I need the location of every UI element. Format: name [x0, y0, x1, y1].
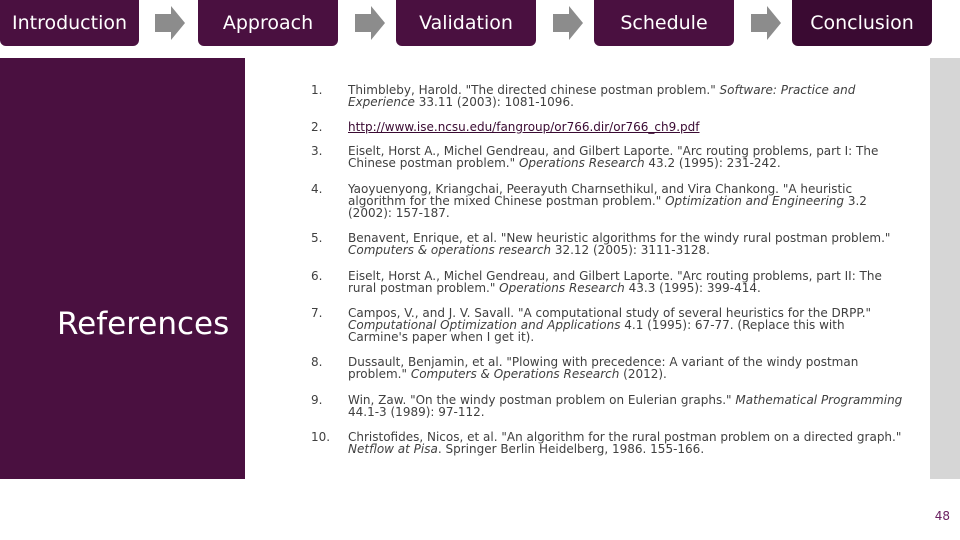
reference-segment: (2012).: [619, 367, 667, 381]
reference-text: [348, 270, 908, 294]
reference-text: [348, 394, 908, 418]
reference-number: 6.: [311, 269, 323, 283]
title-panel: [0, 58, 245, 479]
reference-link[interactable]: http://www.ise.ncsu.edu/fangroup/or766.dir/or766_ch9.pdf: [348, 120, 700, 134]
reference-segment: 3.2 (2002): 157-187.: [348, 194, 867, 220]
reference-text: [348, 145, 908, 169]
nav-introduction[interactable]: Introduction: [0, 0, 139, 46]
reference-text: [348, 183, 908, 219]
reference-segment: Eiselt, Horst A., Michel Gendreau, and Gilbert Laporte. "Arc routing problems, part I: The Chinese postman problem.": [348, 144, 879, 170]
reference-number: 1.: [311, 83, 323, 97]
reference-segment: 43.2 (1995): 231-242.: [644, 156, 781, 170]
reference-number: 9.: [311, 393, 323, 407]
nav-approach[interactable]: Approach: [198, 0, 338, 46]
reference-segment: Yaoyuenyong, Kriangchai, Peerayuth Charnsethikul, and Vira Chankong. "A heuristic algorithm for the mixed Chinese postman problem.": [348, 182, 853, 208]
reference-segment: Christofides, Nicos, et al. "An algorithm for the rural postman problem on a directed graph.": [348, 430, 902, 444]
reference-segment: Campos, V., and J. V. Savall. "A computational study of several heuristics for the DRPP.": [348, 306, 872, 320]
reference-number: 8.: [311, 355, 323, 369]
arrow-right-icon: [553, 6, 583, 40]
arrow-right-icon: [355, 6, 385, 40]
reference-number: 3.: [311, 144, 323, 158]
nav-validation[interactable]: Validation: [396, 0, 536, 46]
reference-segment: Benavent, Enrique, et al. "New heuristic algorithms for the windy rural postman problem.": [348, 231, 891, 245]
nav-schedule[interactable]: Schedule: [594, 0, 734, 46]
reference-segment: 43.3 (1995): 399-414.: [624, 281, 761, 295]
reference-source: Computers & Operations Research: [410, 367, 620, 381]
reference-source: Netflow at Pisa: [348, 442, 438, 456]
reference-segment: Thimbleby, Harold. "The directed chinese postman problem.": [348, 83, 720, 97]
reference-source: Operations Research: [499, 281, 625, 295]
reference-segment: Eiselt, Horst A., Michel Gendreau, and Gilbert Laporte. "Arc routing problems, part II: The rural postman problem.": [348, 269, 882, 295]
reference-segment: Dussault, Benjamin, et al. "Plowing with precedence: A variant of the windy postman problem.": [348, 355, 859, 381]
reference-text: [348, 307, 908, 343]
page-title: References: [57, 306, 230, 342]
reference-segment: 32.12 (2005): 3111-3128.: [551, 243, 710, 257]
reference-text: [348, 232, 908, 256]
reference-segment: 33.11 (2003): 1081-1096.: [414, 95, 574, 109]
reference-text: [348, 431, 908, 455]
reference-source: Computers & operations research: [348, 243, 552, 257]
reference-source: Operations Research: [518, 156, 645, 170]
reference-source: Mathematical Programming: [735, 393, 903, 407]
reference-segment: 44.1-3 (1989): 97-112.: [348, 405, 485, 419]
page-number: 48: [934, 509, 950, 523]
reference-segment: 4.1 (1995): 67-77. (Replace this with Carmine's paper when I get it).: [348, 318, 845, 344]
reference-number: 5.: [311, 231, 323, 245]
arrow-right-icon: [751, 6, 781, 40]
reference-number: 10.: [311, 430, 331, 444]
reference-text: [348, 121, 908, 133]
side-strip: [930, 58, 960, 479]
reference-source: Optimization and Engineering: [665, 194, 845, 208]
reference-text: [348, 356, 908, 380]
arrow-right-icon: [155, 6, 185, 40]
nav-conclusion[interactable]: Conclusion: [792, 0, 932, 46]
reference-number: 2.: [311, 120, 323, 134]
reference-source: Software: Practice and Experience: [348, 83, 856, 109]
reference-text: [348, 84, 908, 108]
reference-source: Computational Optimization and Applications: [348, 318, 621, 332]
reference-number: 7.: [311, 306, 323, 320]
reference-segment: Win, Zaw. "On the windy postman problem on Eulerian graphs.": [348, 393, 736, 407]
section-nav: [0, 0, 960, 46]
reference-segment: . Springer Berlin Heidelberg, 1986. 155-166.: [437, 442, 705, 456]
reference-number: 4.: [311, 182, 323, 196]
